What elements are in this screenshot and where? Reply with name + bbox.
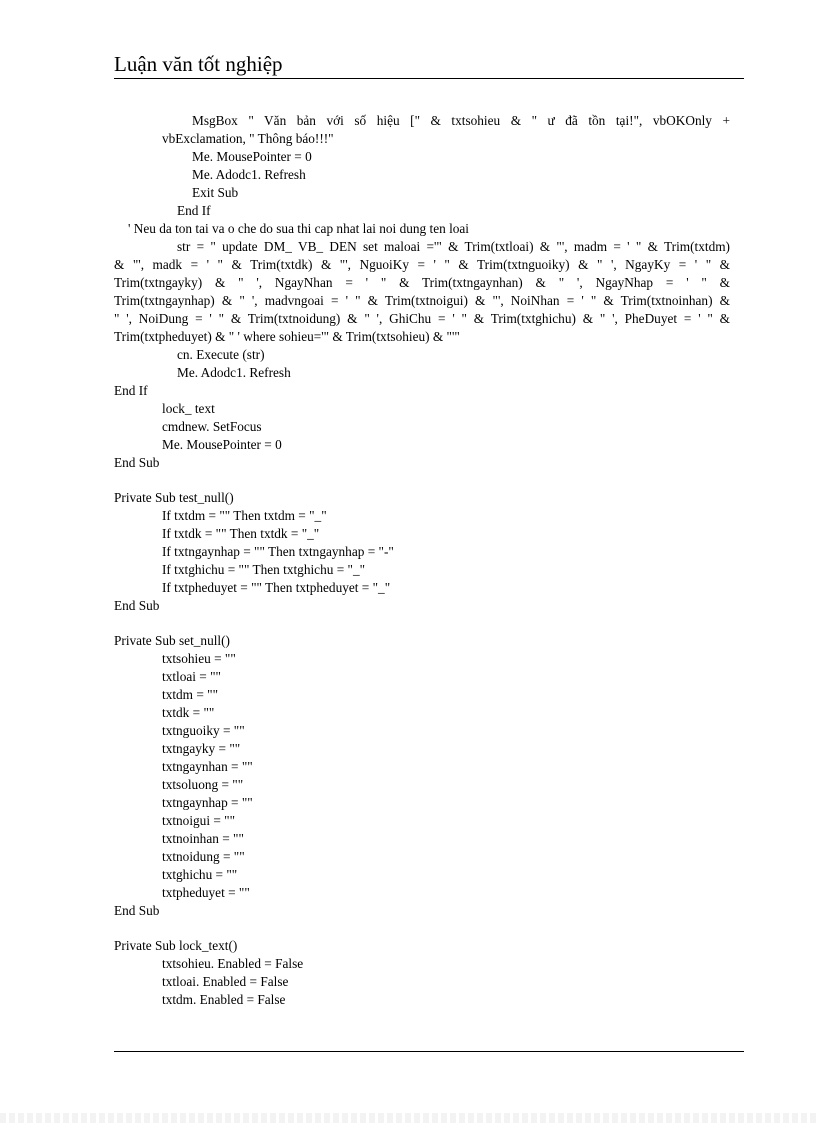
code-line: Trim(txtpheduyet) & " ' where sohieu='" & Trim(txtsohieu) & "'"	[114, 329, 460, 344]
code-line: txtloai = ""	[162, 669, 221, 684]
code-line: End If	[177, 203, 211, 218]
code-line: Trim(txtngayky) & " ', NgayNhan = ' " & Trim(txtngaynhan) & " ', NgayNhap = ' " &	[114, 275, 730, 290]
page-bottom-strip	[0, 1113, 816, 1123]
code-line: txtngaynhap = ""	[162, 795, 253, 810]
code-line: cmdnew. SetFocus	[162, 419, 262, 434]
code-line: txtnoigui = ""	[162, 813, 236, 828]
code-line: End Sub	[114, 598, 160, 613]
code-line: Me. Adodc1. Refresh	[177, 365, 291, 380]
code-line: Exit Sub	[192, 185, 239, 200]
code-line: txtsohieu = ""	[162, 651, 236, 666]
code-line: txtpheduyet = ""	[162, 885, 250, 900]
code-line: txtngayky = ""	[162, 741, 241, 756]
page-header-title: Luận văn tốt nghiệp	[114, 52, 283, 76]
code-line: If txtdm = "" Then txtdm = "_"	[162, 508, 327, 523]
code-line: txtsoluong = ""	[162, 777, 244, 792]
code-line: txtdm = ""	[162, 687, 219, 702]
code-line: & "', madk = ' " & Trim(txtdk) & "', NguoiKy = ' " & Trim(txtnguoiky) & " ', NgayKy = ' " &	[114, 257, 730, 272]
code-line: cn. Execute (str)	[177, 347, 265, 362]
code-line: txtdk = ""	[162, 705, 215, 720]
code-line: Me. MousePointer = 0	[192, 149, 312, 164]
code-line: txtghichu = ""	[162, 867, 238, 882]
code-line: Me. Adodc1. Refresh	[192, 167, 306, 182]
code-line: txtnoidung = ""	[162, 849, 245, 864]
code-line: lock_ text	[162, 401, 215, 416]
code-line: If txtpheduyet = "" Then txtpheduyet = "_"	[162, 580, 391, 595]
code-line: End Sub	[114, 903, 160, 918]
code-line: txtngaynhan = ""	[162, 759, 253, 774]
header-rule	[114, 78, 744, 79]
code-line: If txtngaynhap = "" Then txtngaynhap = "-"	[162, 544, 394, 559]
code-line: End Sub	[114, 455, 160, 470]
code-line: Me. MousePointer = 0	[162, 437, 282, 452]
code-line: txtloai. Enabled = False	[162, 974, 289, 989]
code-line: vbExclamation, " Thông báo!!!"	[162, 131, 334, 146]
footer-rule	[114, 1051, 744, 1052]
code-line: txtdm. Enabled = False	[162, 992, 286, 1007]
code-line: Trim(txtngaynhap) & " ', madvngoai = ' " & Trim(txtnoigui) & "', NoiNhan = ' " & Trim(txtnoinhan) &	[114, 293, 730, 308]
code-line: If txtdk = "" Then txtdk = "_"	[162, 526, 320, 541]
code-line: " ', NoiDung = ' " & Trim(txtnoidung) & " ', GhiChu = ' " & Trim(txtghichu) & " ', PheDuyet = ' " &	[114, 311, 730, 326]
code-line: txtnoinhan = ""	[162, 831, 244, 846]
code-line: Private Sub lock_text()	[114, 938, 238, 953]
code-line: str = " update DM_ VB_ DEN set maloai ='" & Trim(txtloai) & "', madm = ' " & Trim(txtdm)	[177, 239, 730, 254]
code-line: MsgBox " Văn bản với số hiệu [" & txtsohieu & " ư đã tồn tại!", vbOKOnly +	[192, 113, 730, 128]
code-line: txtsohieu. Enabled = False	[162, 956, 304, 971]
code-line: Private Sub set_null()	[114, 633, 230, 648]
code-line: If txtghichu = "" Then txtghichu = "_"	[162, 562, 366, 577]
code-line: txtnguoiky = ""	[162, 723, 245, 738]
code-comment: ' Neu da ton tai va o che do sua thi cap nhat lai noi dung ten loai	[128, 221, 470, 236]
code-line: Private Sub test_null()	[114, 490, 234, 505]
code-line: End If	[114, 383, 148, 398]
